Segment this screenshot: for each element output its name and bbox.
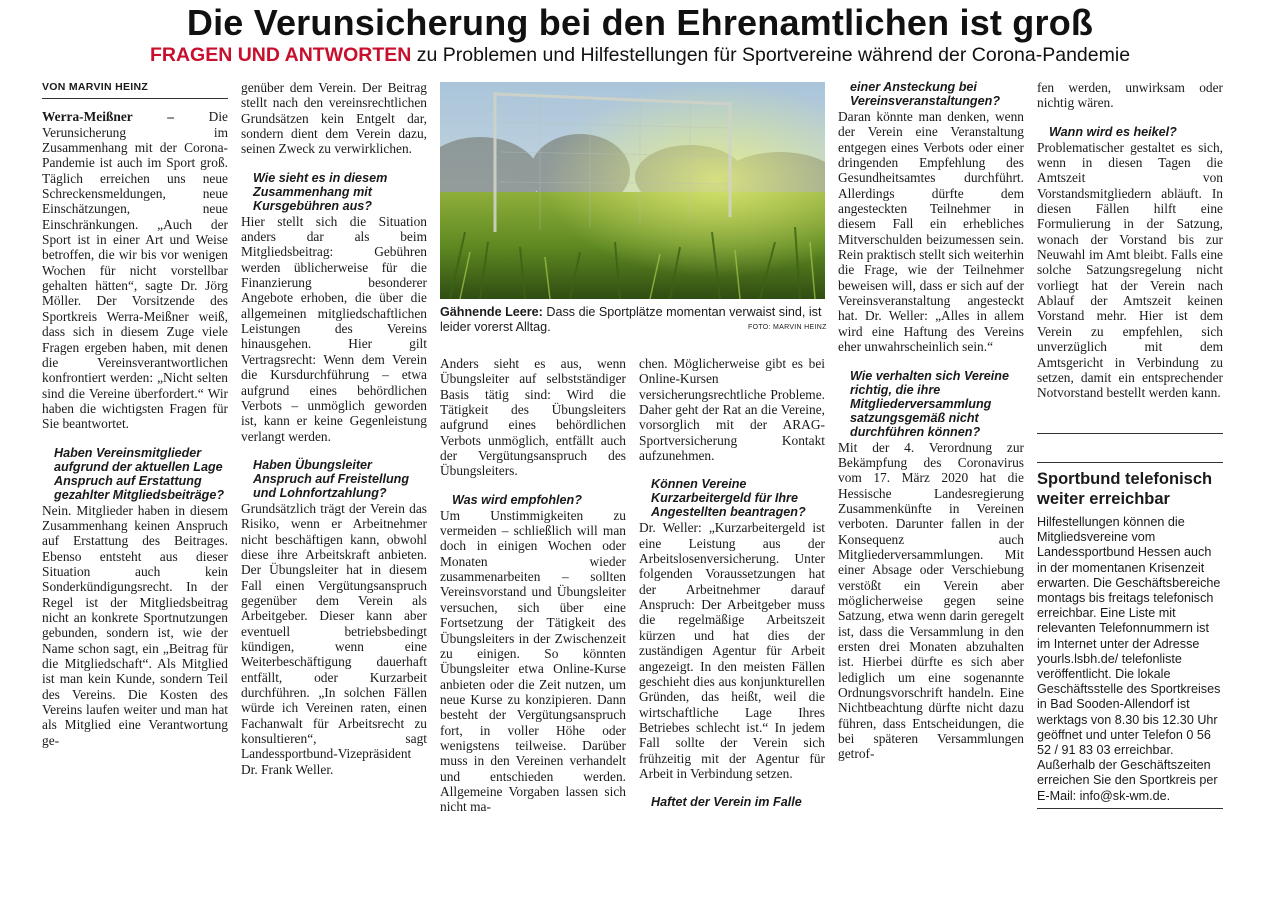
caption-text: Dass die Sportplätze momentan verwaist sind, ist leider vorerst Alltag. bbox=[440, 305, 822, 334]
question-heading: Können Vereine Kurzarbeitergeld für Ihre Angestellten beantragen? bbox=[651, 477, 806, 520]
dateline: Werra-Meißner – bbox=[42, 109, 174, 125]
intro-paragraph bbox=[42, 109, 228, 431]
answer-paragraph: Daran könnte man denken, wenn der Verein eine Veranstaltung entgegen eines Verbots oder einer dringenden Empfehlung des Gesundheitsamtes durchführt. Allerdings dürfte dem angesteckten Teilnehmer in diesem Fall ein erhebliches Mitverschulden beizumessen sein. Rein praktisch stellt sich weiterhin die Frage, wie der Teilnehmer beweisen will, dass er sich auf der Vereinsveranstaltung angesteckt hat. Dr. Weller: „Alles in allem wird eine Haftung des Vereins eher unwahrscheinlich sein.“ bbox=[838, 109, 1024, 355]
paragraph: Anders sieht es aus, wenn Übungsleiter auf selbstständiger Basis tätig sind: Wird die Tätigkeit des Übungsleiters aufgrund eines behördlichen Verbots unmöglich, entfällt auch der Vergütungsanspruch des Übungsleiters. bbox=[440, 356, 626, 479]
column-2 bbox=[241, 80, 427, 777]
answer-paragraph: Problematischer gestaltet es sich, wenn in diesen Tagen die Amtszeit von Vorstandsmitgliedern abläuft. In diesen Fällen hilft eine Formulierung in der Satzung, wonach der Vorstand bis zur Neuwahl im Amt bleibt. Falls eine solche Satzungsregelung nicht vorliegt hat der Verein nach Ablauf der Amtszeit keinen Vorstand mehr. Hier ist dem Verein zu empfehlen, sich unverzüglich mit dem Amtsgericht in Verbindung zu setzen, damit ein entsprechender Notvorstand bestellt werden kann. bbox=[1037, 139, 1223, 401]
column-1 bbox=[42, 80, 228, 748]
byline: VON MARVIN HEINZ bbox=[42, 80, 228, 99]
column-3 bbox=[440, 356, 626, 815]
question-heading: Wann wird es heikel? bbox=[1049, 124, 1177, 139]
question-heading: Haftet der Verein im Falle bbox=[651, 795, 802, 810]
question-heading: Wie sieht es in diesem Zusammenhang mit Kursgebühren aus? bbox=[253, 170, 388, 213]
subheadline bbox=[0, 44, 1280, 67]
answer-paragraph: Hier stellt sich die Situation anders dar als beim Mitgliedsbeitrag: Gebühren werden üblicherweise für die Finanzierung besonderer Angebote erhoben, die über die allgemeinen mitgliedschaftlichen Leistungen des Vereins hinausgehen. Hier gilt Vertragsrecht: Wenn dem Verein die Kursdurchführung – etwa aufgrund eines behördlichen Verbots – unmöglich geworden ist, kann er keine Gegenleistung verlangt werden. bbox=[241, 213, 427, 444]
subheadline-text: zu Problemen und Hilfestellungen für Sportvereine während der Corona-Pandemie bbox=[411, 44, 1131, 66]
subheadline-kicker: FRAGEN UND ANTWORTEN bbox=[149, 44, 412, 66]
info-box-title: Sportbund telefonisch weiter erreichbar bbox=[1037, 470, 1213, 508]
photo-credit: FOTO: MARVIN HEINZ bbox=[748, 324, 827, 331]
headline: Die Verunsicherung bei den Ehrenamtlichen ist groß bbox=[186, 2, 1094, 43]
column-6 bbox=[1037, 80, 1223, 401]
answer-paragraph: Dr. Weller: „Kurzarbeitergeld ist eine Leistung aus der Arbeitslosenversicherung. Unter folgenden Voraussetzungen hat der Arbeitnehmer darauf Anspruch: Der Arbeitgeber muss die regelmäßige Arbeitszeit kürzen und hat dies der zuständigen Agentur für Arbeit angezeigt. In den meisten Fällen geschieht dies aus konjunkturellen Gründen, das heißt, weil die wirtschaftliche Lage Ihres Betriebes schlecht ist.“ In jedem Fall sollte der Verein sich frühzeitig mit der Agentur für Arbeit in Verbindung setzen. bbox=[639, 520, 825, 781]
answer-paragraph: Mit der 4. Verordnung zur Bekämpfung des Coronavirus vom 17. März 2020 hat die Hessische Landesregierung Zusammenkünfte in Vereinen verboten. Darunter fallen in der Konsequenz auch Mitgliederversammlungen. Mit einer Absage oder Verschiebung verstößt ein Verein aber möglicherweise gegen seine Satzung, etwa wenn darin geregelt ist, dass die Versammlung in den ersten drei Monaten abzuhalten ist. Hierbei dürfte es sich aber lediglich um eine sogenannte Ordnungsvorschrift handeln. Eine Nichtbeachtung dürfte nicht dazu führen, dass Entscheidungen, die bei späteren Versammlungen getrof- bbox=[838, 439, 1024, 762]
column-divider bbox=[1037, 433, 1223, 434]
sports-field-photo bbox=[440, 82, 825, 299]
answer-paragraph: Grundsätzlich trägt der Verein das Risiko, wenn er Arbeitnehmer nicht beschäftigen kann, obwohl diese ihre Arbeitskraft anbieten. Der Übungsleiter hat in diesem Fall einen Vergütungsanspruch gegenüber dem Verein als Arbeitgeber. Dieser kann aber eventuell betriebsbedingt kündigen, wenn eine Weiterbeschäftigung dauerhaft entfällt, oder Kurzarbeit durchführen. „In solchen Fällen würde ich Vereinen raten, einen Fachanwalt für Arbeitsrecht zu konsultieren“, sagt Landessportbund-Vizepräsident Dr. Frank Weller. bbox=[241, 500, 427, 777]
paragraph: chen. Möglicherweise gibt es bei Online-Kursen versicherungsrechtliche Probleme. Daher geht der Rat an die Vereine, vorsorglich mit der ARAG-Sportversicherung Kontakt aufzunehmen. bbox=[639, 356, 825, 464]
column-5 bbox=[838, 80, 1024, 762]
question-heading: Wie verhalten sich Vereine richtig, die ihre Mitgliederversammlung satzungsgemäß nicht durchführen können? bbox=[850, 368, 1010, 439]
question-heading: Haben Vereinsmitglieder aufgrund der aktuellen Lage Anspruch auf Erstattung gezahlter Mitgliedsbeiträge? bbox=[54, 445, 225, 502]
question-heading: Haben Übungsleiter Anspruch auf Freistellung und Lohnfortzahlung? bbox=[253, 457, 410, 500]
column-4 bbox=[639, 356, 825, 810]
question-heading: Was wird empfohlen? bbox=[452, 492, 582, 507]
info-box-text: Hilfestellungen können die Mitgliedsvereine vom Landessportbund Hessen auch in der momentanen Krisenzeit erwarten. Die Geschäftsbereiche montags bis freitags telefonisch erreichbar. Eine Liste mit relevanten Telefonnummern ist im Internet unter der Adresse yourls.lsbh.de/ telefonliste veröffentlicht. Die lokale Geschäftsstelle des Sportkreises in Bad Sooden-Allendorf ist werktags von 8.30 bis 12.30 Uhr geöffnet und unter Telefon 0 56 52 / 91 83 03 erreichbar. Außerhalb der Geschäftszeiten erreichen Sie den Sportkreis per E-Mail: info@sk-wm.de. bbox=[1037, 515, 1221, 803]
intro-text: Die Verunsicherung im Zusammenhang mit der Corona-Pandemie ist auch im Sport groß. Täglich erreichen uns neue Schreckensmeldungen, neue Einschätzungen, neue Einschränkungen. „Auch der Sport ist in einer Art und Weise betroffen, die wir bis vor wenigen Wochen für nicht vorstellbar gehalten hätten“, sagte Dr. Jörg Möller. Der Vorsitzende des Sportkreis Werra-Meißner weiß, dass sich in diesem Zuge viele Fragen ergeben haben, mit denen die Vereinsverantwortlichen konfrontiert werden: „Nicht selten sind die Vereine überfordert.“ Wir haben die wichtigsten Fragen für Sie beantwortet. bbox=[42, 109, 228, 432]
answer-paragraph: Um Unstimmigkeiten zu vermeiden – schließlich will man doch in einigen Wochen oder Monaten wieder zusammenarbeiten – sollten Vereinsvorstand und Übungsleiter versuchen, sich über eine Fortsetzung der Tätigkeit des Übungsleiters in der Zwischenzeit zu einigen. So könnten Übungsleiter etwa Online-Kurse anbieten oder die Zeit nutzen, um neue Kurse zu konzipieren. Dann besteht der Vergütungsanspruch fort, in voller Höhe oder wenigstens teilweise. Darüber muss in den Vereinen verhandelt und entschieden werden. Allgemeine Vorgaben lassen sich nicht ma- bbox=[440, 507, 626, 815]
paragraph: fen werden, unwirksam oder nichtig wären. bbox=[1037, 80, 1223, 111]
answer-paragraph: Nein. Mitglieder haben in diesem Zusammenhang keinen Anspruch auf Erstattung des Beitrages. Ebenso entsteht aus dieser Situation auch kein Sonderkündigungsrecht. In der Regel ist der Mitgliedsbeitrag nicht an konkrete Sportnutzungen gebunden, sondern ist, wie der Name schon sagt, ein „Beitrag für die Mitgliedschaft“. Als Mitglied ist man kein Kunde, sondern Teil des Vereins. Die Kosten des Vereins laufen weiter und man hat als Mitglied eine Verantwortung ge- bbox=[42, 502, 228, 748]
question-heading-continued: einer Ansteckung bei Vereinsveranstaltungen? bbox=[850, 80, 1001, 108]
caption-lead: Gähnende Leere: bbox=[440, 305, 543, 319]
paragraph: genüber dem Verein. Der Beitrag stellt nach den vereinsrechtlichen Grundsätzen kein Entgelt dar, sondern dient dem Verein dazu, seinen Zweck zu verwirklichen. bbox=[241, 80, 427, 157]
info-box bbox=[1037, 462, 1223, 809]
